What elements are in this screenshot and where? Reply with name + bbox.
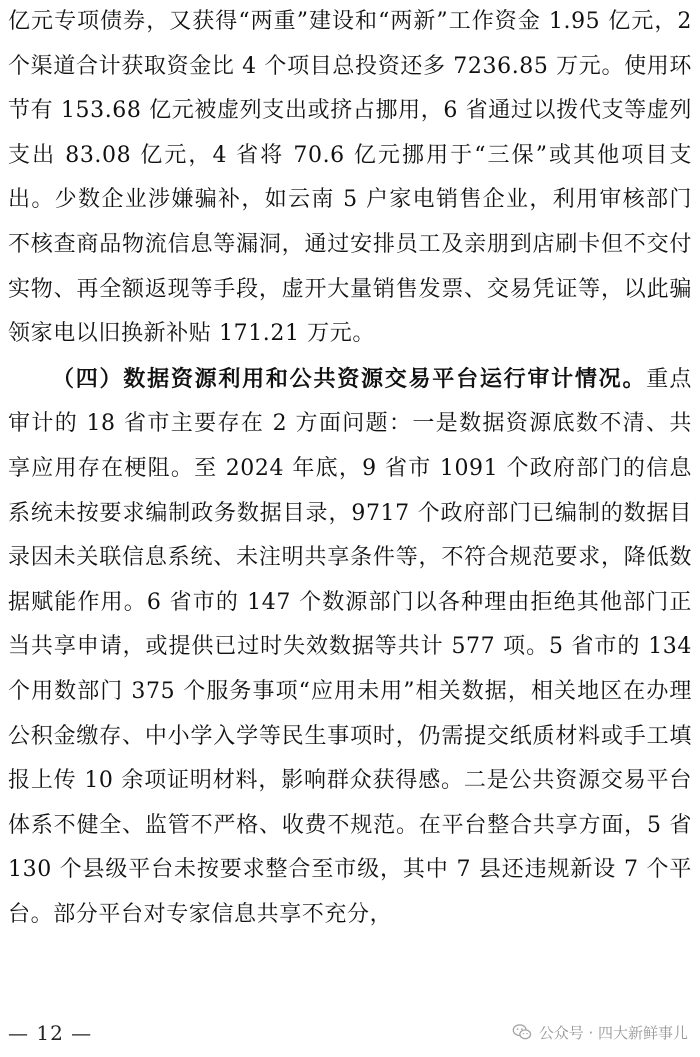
paragraph-continuation <box>8 0 692 357</box>
document-body <box>8 0 692 937</box>
page-footer <box>0 1011 700 1057</box>
wechat-icon <box>511 1021 533 1043</box>
watermark <box>511 1021 688 1043</box>
paragraph-text: 重点审计的 18 省市主要存在 2 方面问题：一是数据资源底数不清、共享应用存在梗阻。至 2024 年底，9 省市 1091 个政府部门的信息系统未按要求编制政务数据目录，9717 个政府部门已编制的数据目录因未关联信息系统、未注明共享条件等，不符合规范要求，降低数据赋能作用。6 省市的 147 个数源部门以各种理由拒绝其他部门正当共享申请，或提供已过时失效数据等共计 577 项。5 省市的 134 个用数部门 375 个服务事项“应用未用”相关数据，相关地区在办理公积金缴存、中小学入学等民生事项时，仍需提交纸质材料或手工填报上传 10 余项证明材料，影响群众获得感。二是公共资源交易平台体系不健全、监管不严格、收费不规范。在平台整合共享方面，5 省 130 个县级平台未按要求整合至市级，其中 7 县还违规新设 7 个平台。部分平台对专家信息共享不充分， <box>8 366 692 927</box>
section-heading: （四）数据资源利用和公共资源交易平台运行审计情况。 <box>52 365 647 392</box>
page-number: — 12 — <box>8 1021 93 1045</box>
watermark-text: 公众号 · 四大新鲜事儿 <box>538 1023 688 1042</box>
paragraph-section-four <box>8 357 692 938</box>
paragraph-text: 亿元专项债券，又获得“两重”建设和“两新”工作资金 1.95 亿元，2 个渠道合计获取资金比 4 个项目总投资还多 7236.85 万元。使用环节有 153.68 亿元被虚列支出或挤占挪用，6 省通过以拨代支等虚列支出 83.08 亿元，4 省将 70.6 亿元挪用于“三保”或其他项目支出。少数企业涉嫌骗补，如云南 5 户家电销售企业，利用审核部门不核查商品物流信息等漏洞，通过安排员工及亲朋到店刷卡但不交付实物、再全额返现等手段，虚开大量销售发票、交易凭证等，以此骗领家电以旧换新补贴 171.21 万元。 <box>8 9 692 347</box>
